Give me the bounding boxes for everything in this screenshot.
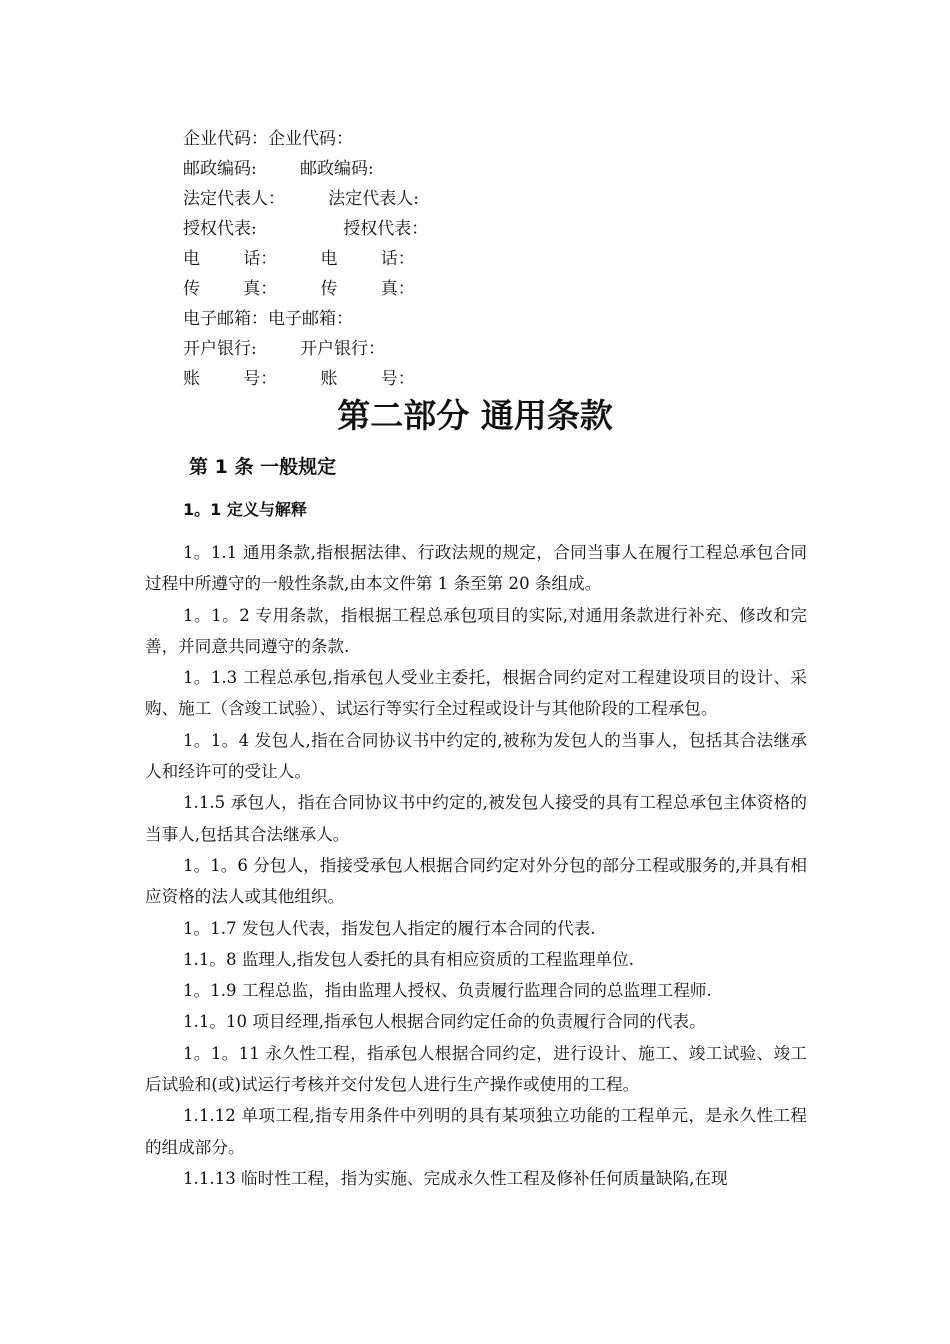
info-row-postal-code: 邮政编码: 邮政编码: bbox=[183, 159, 374, 179]
clause-paragraph: 1。1。2 专用条款，指根据工程总承包项目的实际,对通用条款进行补充、修改和完善，并同意共同遵守的条款. bbox=[145, 605, 807, 656]
info-row-account: 账 号： 账 号： bbox=[183, 369, 415, 389]
clause-paragraph: 1。1。6 分包人，指接受承包人根据合同约定对外分包的部分工程或服务的,并具有相应资格的法人或其他组织。 bbox=[145, 855, 807, 907]
info-row-enterprise-code: 企业代码：企业代码： bbox=[183, 129, 353, 149]
info-row-authorized-representative: 授权代表: 授权代表： bbox=[183, 219, 429, 239]
clause-paragraph: 1.1.5 承包人，指在合同协议书中约定的,被发包人接受的具有工程总承包主体资格的当事人,包括其合法继承人。 bbox=[145, 793, 807, 844]
clause-list bbox=[145, 537, 807, 1194]
info-row-fax: 传 真： 传 真： bbox=[183, 279, 415, 299]
part-title: 第二部分 通用条款 bbox=[337, 396, 613, 435]
info-row-email: 电子邮箱：电子邮箱： bbox=[183, 309, 353, 329]
clause-paragraph: 1.1。10 项目经理,指承包人根据合同约定任命的负责履行合同的代表。 bbox=[183, 1012, 706, 1032]
info-row-bank: 开户银行: 开户银行： bbox=[183, 339, 385, 359]
article-title: 第 1 条 一般规定 bbox=[189, 456, 337, 478]
clause-paragraph: 1。1.3 工程总承包,指承包人受业主委托，根据合同约定对工程建设项目的设计、采购、施工（含竣工试验）、试运行等实行全过程或设计与其他阶段的工程承包。 bbox=[145, 668, 807, 719]
clause-paragraph: 1。1.9 工程总监，指由监理人授权、负责履行监理合同的总监理工程师. bbox=[183, 981, 712, 1001]
clause-paragraph: 1.1。8 监理人,指发包人委托的具有相应资质的工程监理单位. bbox=[183, 949, 635, 969]
clause-paragraph: 1.1.12 单项工程,指专用条件中列明的具有某项独立功能的工程单元，是永久性工程的组成部分。 bbox=[145, 1106, 807, 1157]
party-info-block bbox=[183, 124, 428, 394]
info-row-telephone: 电 话： 电 话： bbox=[183, 249, 415, 269]
clause-paragraph: 1。1。11 永久性工程，指承包人根据合同约定，进行设计、施工、竣工试验、竣工后试验和(或)试运行考核并交付发包人进行生产操作或使用的工程。 bbox=[145, 1043, 807, 1095]
clause-paragraph: 1.1.13 临时性工程，指为实施、完成永久性工程及修补任何质量缺陷,在现 bbox=[183, 1168, 728, 1188]
info-row-legal-representative: 法定代表人： 法定代表人: bbox=[183, 189, 419, 209]
clause-paragraph: 1。1.7 发包人代表，指发包人指定的履行本合同的代表. bbox=[183, 918, 596, 938]
section-title: 1。1 定义与解释 bbox=[183, 500, 307, 519]
clause-paragraph: 1。1。4 发包人,指在合同协议书中约定的,被称为发包人的当事人，包括其合法继承人和经许可的受让人。 bbox=[145, 730, 807, 782]
clause-paragraph: 1。1.1 通用条款,指根据法律、行政法规的规定，合同当事人在履行工程总承包合同过程中所遵守的一般性条款,由本文件第 1 条至第 20 条组成。 bbox=[145, 543, 807, 594]
